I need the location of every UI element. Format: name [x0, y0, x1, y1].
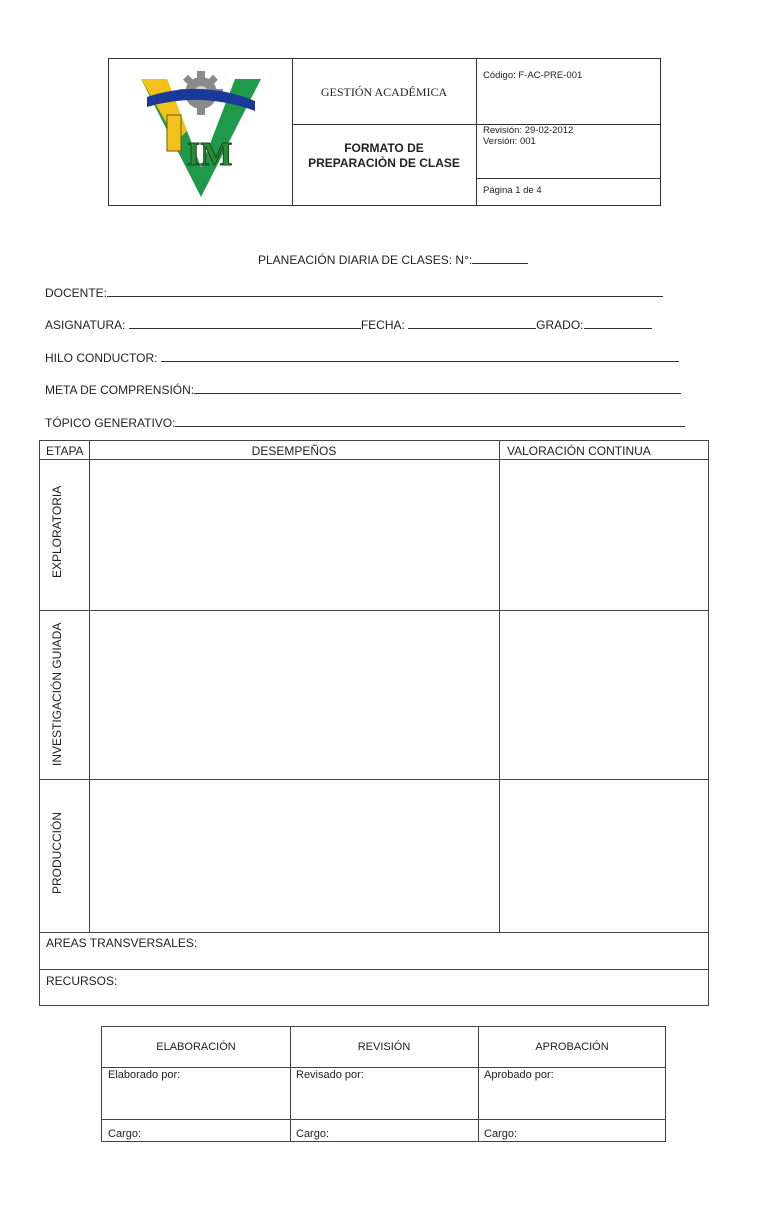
cargo-label: Cargo:	[108, 1128, 142, 1140]
exploratoria-desempenos-cell[interactable]	[90, 460, 499, 610]
meta-field[interactable]	[194, 381, 681, 394]
hilo-line	[45, 349, 679, 365]
version-number: Versión: 001	[483, 136, 536, 147]
areas-transversales-label: AREAS TRANSVERSALES:	[46, 936, 198, 950]
produccion-desempenos-cell[interactable]	[90, 780, 499, 932]
col-header-valoracion: VALORACIÓN CONTINUA	[507, 444, 651, 458]
produccion-valoracion-cell[interactable]	[500, 780, 708, 932]
planeacion-line	[258, 251, 528, 267]
footer-divider	[102, 1067, 665, 1068]
hilo-field[interactable]	[161, 349, 679, 362]
approval-table	[101, 1026, 666, 1142]
header-divider	[292, 59, 293, 205]
investigacion-valoracion-cell[interactable]	[500, 611, 708, 779]
aprobado-por-label: Aprobado por:	[484, 1069, 554, 1081]
elaboracion-header: ELABORACIÓN	[156, 1041, 236, 1053]
row-label-exploratoria: EXPLORATORIA	[50, 485, 64, 578]
meta-label: META DE COMPRENSIÓN:	[45, 383, 195, 397]
revision-date: Revisión: 29-02-2012	[483, 125, 574, 136]
planeacion-label: PLANEACIÓN DIARIA DE CLASES: N°:	[258, 253, 473, 267]
elaborado-por-label: Elaborado por:	[108, 1069, 181, 1081]
table-divider	[40, 932, 708, 933]
meta-line	[45, 381, 681, 397]
fecha-label: FECHA:	[360, 318, 405, 332]
row-label-produccion: PRODUCCIÓN	[50, 811, 64, 894]
footer-divider	[102, 1119, 665, 1120]
header-divider	[476, 178, 660, 179]
cargo-label: Cargo:	[296, 1128, 330, 1140]
page-number: Página 1 de 4	[483, 185, 542, 196]
col-header-etapa: ETAPA	[46, 444, 84, 458]
investigacion-desempenos-cell[interactable]	[90, 611, 499, 779]
table-divider	[40, 969, 708, 970]
docente-label: DOCENTE:	[45, 286, 108, 300]
topico-label: TÓPICO GENERATIVO:	[45, 416, 176, 430]
topico-field[interactable]	[175, 414, 685, 427]
row-label-investigacion-guiada: INVESTIGACIÓN GUIADA	[50, 622, 64, 766]
department-label: GESTIÓN ACADÉMICA	[320, 85, 448, 99]
document-code: Código: F-AC-PRE-001	[483, 70, 583, 81]
fecha-field[interactable]	[408, 316, 536, 329]
grado-label: GRADO:	[536, 318, 584, 332]
topico-line	[45, 414, 685, 430]
asignatura-field[interactable]	[129, 316, 361, 329]
revision-header: REVISIÓN	[357, 1041, 411, 1053]
document-title-line: FORMATO DE	[344, 141, 424, 155]
logo-letters: IM	[187, 136, 233, 173]
document-title	[292, 141, 476, 171]
hilo-label: HILO CONDUCTOR:	[45, 351, 158, 365]
cargo-label: Cargo:	[484, 1128, 518, 1140]
docente-line	[45, 284, 663, 300]
class-plan-table	[39, 440, 709, 1006]
grado-field[interactable]	[584, 316, 652, 329]
asignatura-line	[45, 316, 652, 332]
header-divider	[292, 124, 660, 125]
exploratoria-valoracion-cell[interactable]	[500, 460, 708, 610]
document-title-line: PREPARACIÒN DE CLASE	[308, 156, 460, 170]
col-header-desempenos: DESEMPEÑOS	[251, 444, 337, 458]
aprobacion-header: APROBACIÓN	[535, 1041, 609, 1053]
docente-field[interactable]	[107, 284, 663, 297]
recursos-label: RECURSOS:	[46, 974, 118, 988]
revisado-por-label: Revisado por:	[296, 1069, 364, 1081]
planeacion-number-field[interactable]	[472, 251, 528, 264]
asignatura-label: ASIGNATURA:	[45, 318, 126, 332]
revision-info	[483, 125, 573, 147]
school-logo	[137, 67, 265, 199]
document-header	[108, 58, 661, 206]
header-divider	[476, 59, 477, 205]
